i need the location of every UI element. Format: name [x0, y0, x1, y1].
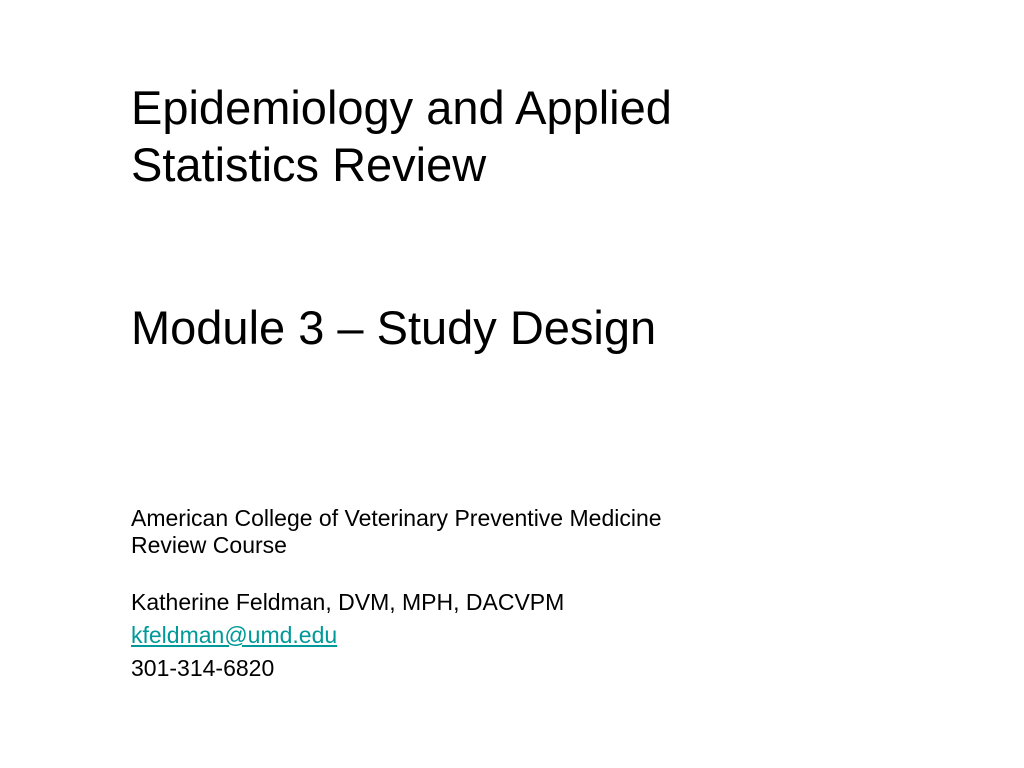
title-line-1: Epidemiology and Applied	[131, 81, 672, 134]
presenter-info	[131, 505, 951, 685]
email-line	[131, 619, 951, 652]
module-subtitle: Module 3 – Study Design	[131, 301, 657, 354]
organization-line-2: Review Course	[131, 532, 287, 558]
phone-number: 301-314-6820	[131, 655, 275, 681]
contact-block	[131, 586, 951, 685]
presenter-name: Katherine Feldman, DVM, MPH, DACVPM	[131, 589, 565, 615]
title-line-2: Statistics Review	[131, 138, 487, 191]
organization-line-1: American College of Veterinary Preventive Medicine	[131, 505, 662, 531]
email-link[interactable]: kfeldman@umd.edu	[131, 622, 338, 648]
slide-title	[131, 79, 951, 356]
